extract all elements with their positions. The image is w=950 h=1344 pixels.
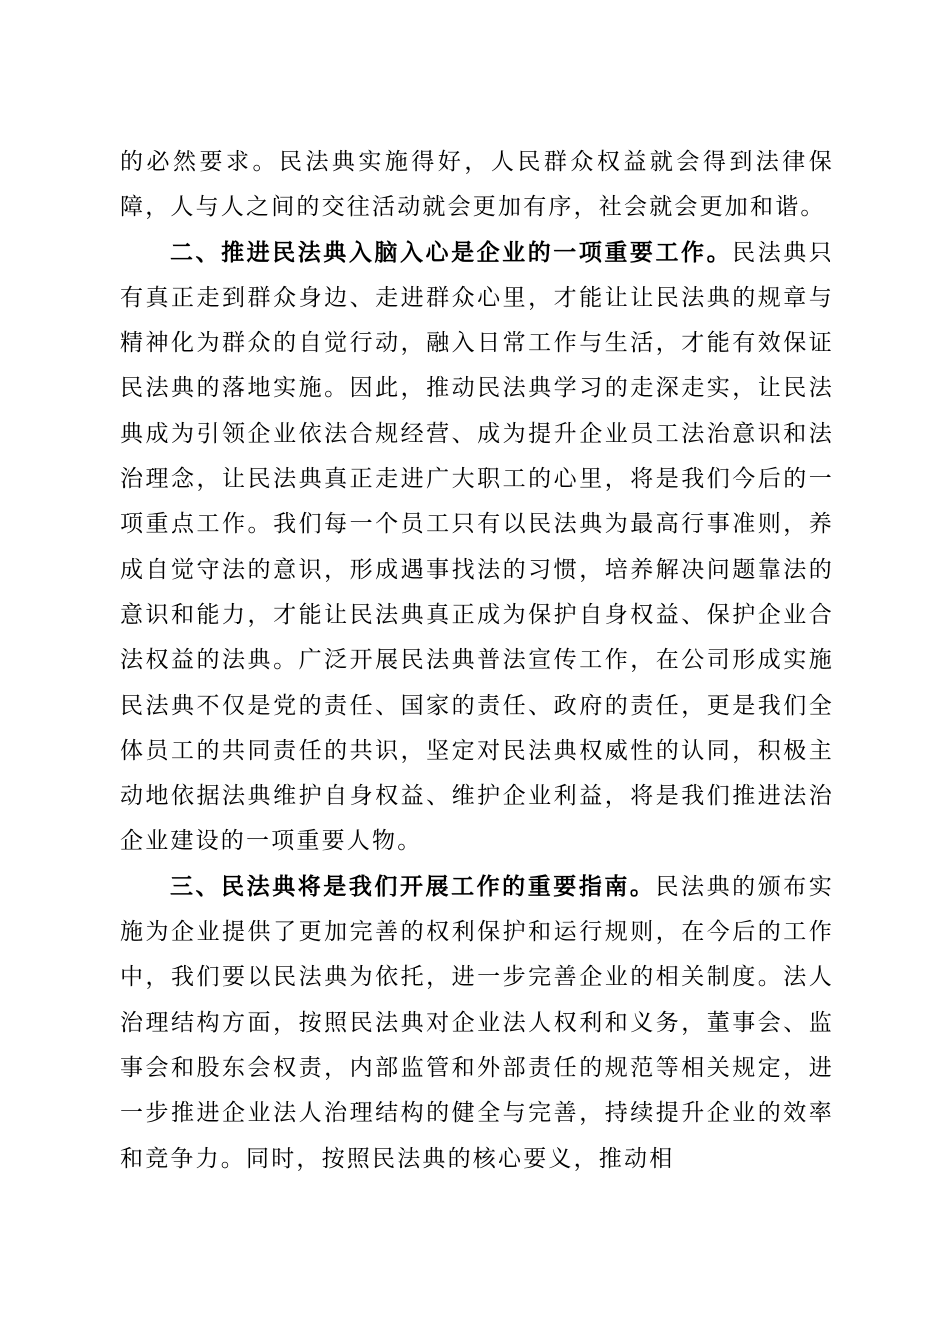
- paragraph-section-two: [120, 231, 834, 865]
- section-heading: 三、民法典将是我们开展工作的重要指南。: [170, 873, 656, 900]
- section-heading: 二、推进民法典入脑入心是企业的一项重要工作。: [170, 239, 733, 266]
- paragraph-continuation: [120, 140, 834, 231]
- paragraph-text: 的必然要求。民法典实施得好，人民群众权益就会得到法律保障，人与人之间的交往活动就会更加有序，社会就会更加和谐。: [120, 149, 834, 221]
- document-body: [120, 140, 834, 1182]
- paragraph-section-three: [120, 865, 834, 1182]
- paragraph-text: 民法典的颁布实施为企业提供了更加完善的权利保护和运行规则，在今后的工作中，我们要以民法典为依托，进一步完善企业的相关制度。法人治理结构方面，按照民法典对企业法人权利和义务，董事会、监事会和股东会权责，内部监管和外部责任的规范等相关规定，进一步推进企业法人治理结构的健全与完善，持续提升企业的效率和竞争力。同时，按照民法典的核心要义，推动相: [120, 873, 834, 1172]
- paragraph-text: 民法典只有真正走到群众身边、走进群众心里，才能让让民法典的规章与精神化为群众的自觉行动，融入日常工作与生活，才能有效保证民法典的落地实施。因此，推动民法典学习的走深走实，让民法典成为引领企业依法合规经营、成为提升企业员工法治意识和法治理念，让民法典真正走进广大职工的心里，将是我们今后的一项重点工作。我们每一个员工只有以民法典为最高行事准则，养成自觉守法的意识，形成遇事找法的习惯，培养解决问题靠法的意识和能力，才能让民法典真正成为保护自身权益、保护企业合法权益的法典。广泛开展民法典普法宣传工作，在公司形成实施民法典不仅是党的责任、国家的责任、政府的责任，更是我们全体员工的共同责任的共识，坚定对民法典权威性的认同，积极主动地依据法典维护自身权益、维护企业利益，将是我们推进法治企业建设的一项重要人物。: [120, 239, 834, 855]
